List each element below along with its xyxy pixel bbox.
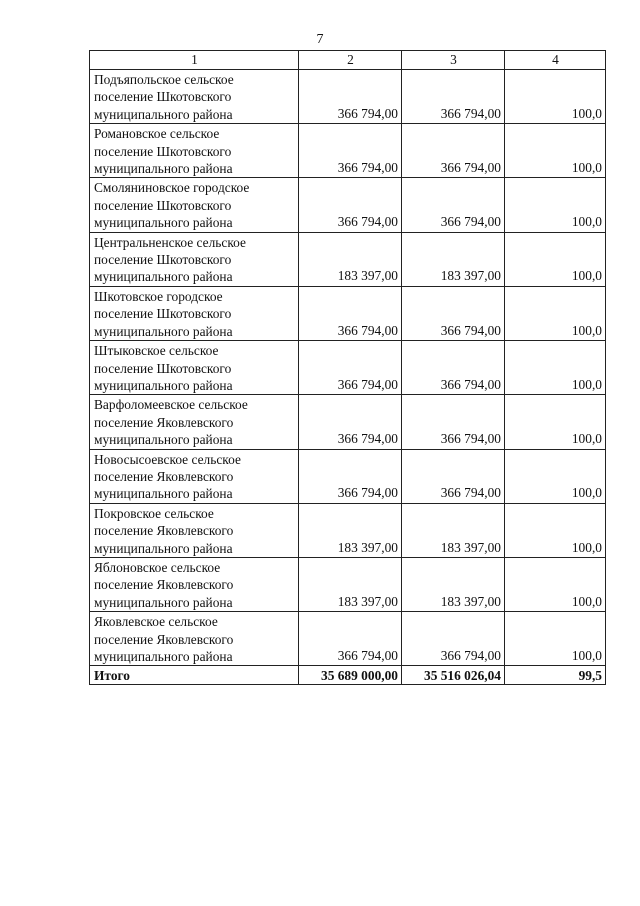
planned-amount: 366 794,00 — [299, 341, 402, 395]
table-row — [90, 341, 606, 395]
settlement-name: Покровское сельское поселение Яковлевского муниципального района — [90, 503, 299, 557]
planned-amount: 366 794,00 — [299, 124, 402, 178]
settlement-name: Смоляниновское городское поселение Шкотовского муниципального района — [90, 178, 299, 232]
actual-amount: 366 794,00 — [402, 612, 505, 666]
actual-amount: 183 397,00 — [402, 232, 505, 286]
table-row — [90, 232, 606, 286]
settlement-name: Центральненское сельское поселение Шкотовского муниципального района — [90, 232, 299, 286]
table-row — [90, 124, 606, 178]
column-header-2: 2 — [299, 51, 402, 70]
actual-amount: 366 794,00 — [402, 70, 505, 124]
table-row — [90, 503, 606, 557]
execution-percent: 100,0 — [505, 124, 606, 178]
execution-percent: 100,0 — [505, 70, 606, 124]
total-actual-amount: 35 516 026,04 — [402, 666, 505, 685]
planned-amount: 183 397,00 — [299, 557, 402, 611]
planned-amount: 366 794,00 — [299, 70, 402, 124]
execution-percent: 100,0 — [505, 395, 606, 449]
table-header — [90, 51, 606, 70]
planned-amount: 366 794,00 — [299, 286, 402, 340]
actual-amount: 366 794,00 — [402, 286, 505, 340]
actual-amount: 366 794,00 — [402, 449, 505, 503]
execution-percent: 100,0 — [505, 178, 606, 232]
table-row — [90, 612, 606, 666]
actual-amount: 366 794,00 — [402, 341, 505, 395]
planned-amount: 183 397,00 — [299, 503, 402, 557]
actual-amount: 183 397,00 — [402, 557, 505, 611]
table-body — [90, 70, 606, 685]
settlement-name: Яковлевское сельское поселение Яковлевского муниципального района — [90, 612, 299, 666]
table-row — [90, 395, 606, 449]
settlement-name: Штыковское сельское поселение Шкотовского муниципального района — [90, 341, 299, 395]
planned-amount: 366 794,00 — [299, 395, 402, 449]
actual-amount: 366 794,00 — [402, 124, 505, 178]
execution-percent: 100,0 — [505, 286, 606, 340]
table-row — [90, 178, 606, 232]
settlement-name: Шкотовское городское поселение Шкотовского муниципального района — [90, 286, 299, 340]
header-row — [90, 51, 606, 70]
table-row — [90, 70, 606, 124]
settlement-name: Романовское сельское поселение Шкотовского муниципального района — [90, 124, 299, 178]
total-execution-percent: 99,5 — [505, 666, 606, 685]
table-row — [90, 286, 606, 340]
table-row — [90, 557, 606, 611]
planned-amount: 366 794,00 — [299, 178, 402, 232]
total-planned-amount: 35 689 000,00 — [299, 666, 402, 685]
total-row — [90, 666, 606, 685]
column-header-1: 1 — [90, 51, 299, 70]
execution-percent: 100,0 — [505, 341, 606, 395]
execution-percent: 100,0 — [505, 503, 606, 557]
planned-amount: 366 794,00 — [299, 449, 402, 503]
allocation-table — [89, 50, 606, 685]
settlement-name: Варфоломеевское сельское поселение Яковлевского муниципального района — [90, 395, 299, 449]
column-header-4: 4 — [505, 51, 606, 70]
table-row — [90, 449, 606, 503]
actual-amount: 183 397,00 — [402, 503, 505, 557]
actual-amount: 366 794,00 — [402, 395, 505, 449]
planned-amount: 366 794,00 — [299, 612, 402, 666]
execution-percent: 100,0 — [505, 612, 606, 666]
planned-amount: 183 397,00 — [299, 232, 402, 286]
execution-percent: 100,0 — [505, 232, 606, 286]
page-number: 7 — [316, 32, 324, 47]
execution-percent: 100,0 — [505, 449, 606, 503]
actual-amount: 366 794,00 — [402, 178, 505, 232]
execution-percent: 100,0 — [505, 557, 606, 611]
settlement-name: Яблоновское сельское поселение Яковлевского муниципального района — [90, 557, 299, 611]
column-header-3: 3 — [402, 51, 505, 70]
settlement-name: Подъяпольское сельское поселение Шкотовского муниципального района — [90, 70, 299, 124]
total-label: Итого — [90, 666, 299, 685]
settlement-name: Новосысоевское сельское поселение Яковлевского муниципального района — [90, 449, 299, 503]
